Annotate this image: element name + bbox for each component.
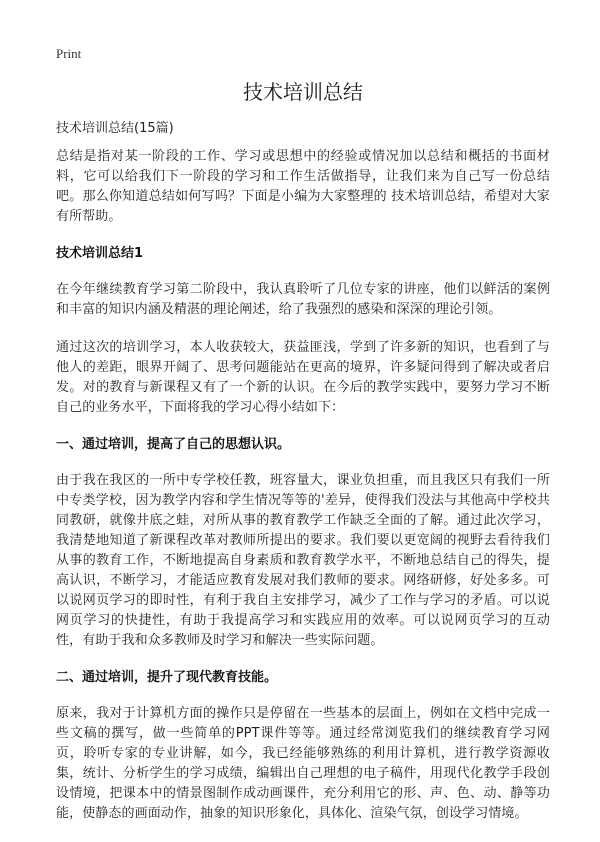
- document-subtitle: 技术培训总结(15篇): [56, 121, 174, 136]
- print-link[interactable]: Print: [56, 46, 82, 61]
- intro-paragraph: 总结是指对某一阶段的工作、学习或思想中的经验或情况加以总结和概括的书面材料，它可以给我们下一阶段的学习和工作生活做指导，让我们来为自己写一份总结吧。那么你知道总结如何写吗？下面是小编为大家整理的 技术培训总结，希望对大家有所帮助。: [56, 149, 550, 224]
- body-paragraph-4: 原来，我对于计算机方面的操作只是停留在一些基本的层面上，例如在文档中完成一些文稿的撰写，做一些简单的PPT课件等等。通过经常浏览我们的继续教育学习网页，聆听专家的专业讲解，如今，我已经能够熟练的利用计算机，进行教学资源收集，统计、分析学生的学习成绩，编辑出自己理想的电子稿件，用现代化教学手段创设情境，把课本中的情景图制作成动画课件，充分利用它的形、声、色、动、静等功能，使静态的画面动作，抽象的知识形象化，具体化、渲染气氛，创设学习情境。: [56, 706, 550, 821]
- section-heading-1: 技术培训总结1: [56, 246, 144, 261]
- body-paragraph-3: 由于我在我区的一所中专学校任教，班容量大，课业负担重，而且我区只有我们一所中专类学校，因为教学内容和学生情况等等的'差异，使得我们没法与其他高中学校共同教研，就像井底之蛙，对所从事的教育教学工作缺乏全面的了解。通过此次学习，我清楚地知道了新课程改革对教师所提出的要求。我们要以更宽阔的视野去看待我们从事的教育工作，不断地提高自身素质和教育教学水平，不断地总结自己的得失，提高认识，不断学习，才能适应教育发展对我们教师的要求。网络研修，好处多多。可以说网页学习的即时性，有利于我自主安排学习，减少了工作与学习的矛盾。可以说网页学习的快捷性，有助于我提高学习和实践应用的效率。可以说网页学习的互动性，有助于我和众多教师及时学习和解决一些实际问题。: [56, 473, 550, 648]
- subheading-education-skills: 二、通过培训，提升了现代教育技能。: [56, 670, 278, 685]
- body-paragraph-1: 在今年继续教育学习第二阶段中，我认真聆听了几位专家的讲座，他们以鲜活的案例和丰富的知识内涵及精湛的理论阐述，给了我强烈的感染和深深的理论引领。: [56, 282, 550, 317]
- body-paragraph-2: 通过这次的培训学习，本人收获较大，获益匪浅，学到了许多新的知识，也看到了与他人的差距，眼界开阔了、思考问题能站在更高的境界，许多疑问得到了解决或者启发。对的教育与新课程又有了一个新的认识。在今后的教学实践中，要努力学习不断自己的业务水平，下面将我的学习心得小结如下：: [56, 340, 550, 415]
- page-title: 技术培训总结: [243, 80, 363, 104]
- subheading-improve-thinking: 一、通过培训，提高了自己的思想认识。: [56, 437, 291, 452]
- document-body: [56, 147, 550, 842]
